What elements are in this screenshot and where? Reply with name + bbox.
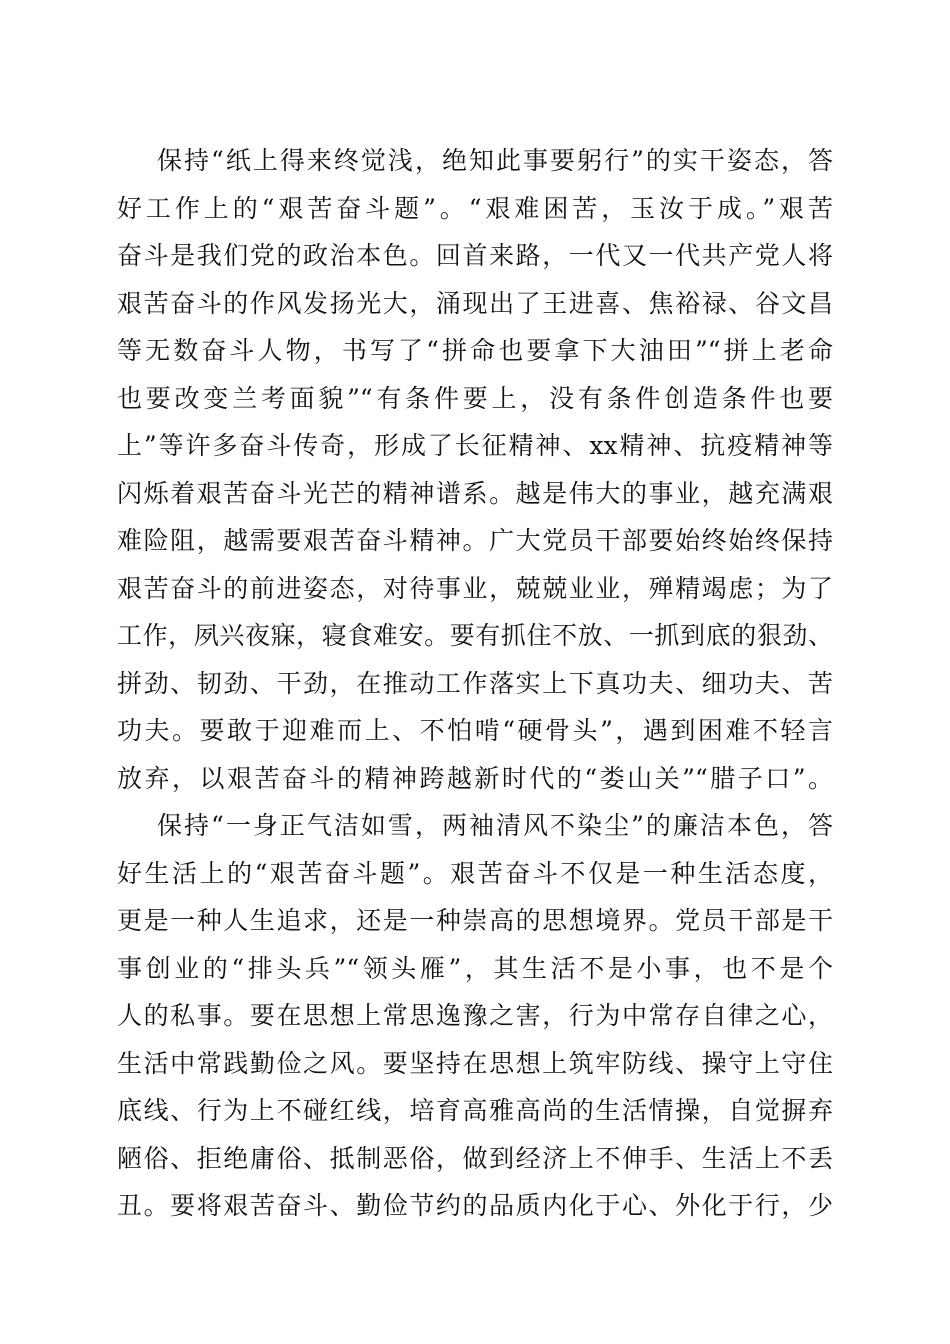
paragraph-2-line-3: 更是一种人生追求，还是一种崇高的思想境界。党员干部是干: [117, 906, 833, 935]
paragraph-2-line-1: 保持“一身正气洁如雪，两袖清风不染尘”的廉洁本色，答: [157, 811, 833, 840]
paragraph-1-line-12: 拼劲、韧劲、干劲，在推动工作落实上下真功夫、细功夫、苦: [117, 669, 833, 698]
paragraph-1-line-13: 功夫。要敢于迎难而上、不怕啃“硬骨头”，遇到困难不轻言: [117, 716, 833, 745]
paragraph-2-line-6: 生活中常践勤俭之风。要坚持在思想上筑牢防线、操守上守住: [117, 1049, 833, 1078]
paragraph-2-line-8: 陋俗、拒绝庸俗、抵制恶俗，做到经济上不伸手、生活上不丢: [117, 1144, 833, 1173]
paragraph-1-line-7: 上”等许多奋斗传奇，形成了长征精神、xx精神、抗疫精神等: [117, 431, 833, 460]
paragraph-2-line-4: 事创业的“排头兵”“领头雁”，其生活不是小事，也不是个: [117, 954, 833, 983]
paragraph-2-line-7: 底线、行为上不碰红线，培育高雅高尚的生活情操，自觉摒弃: [117, 1096, 833, 1125]
paragraph-2-line-2: 好生活上的“艰苦奋斗题”。艰苦奋斗不仅是一种生活态度，: [117, 859, 833, 888]
paragraph-1-line-9: 难险阻，越需要艰苦奋斗精神。广大党员干部要始终始终保持: [117, 526, 833, 555]
paragraph-1-line-4: 艰苦奋斗的作风发扬光大，涌现出了王进喜、焦裕禄、谷文昌: [117, 289, 833, 318]
paragraph-2-line-9: 丑。要将艰苦奋斗、勤俭节约的品质内化于心、外化于行，少: [117, 1191, 833, 1220]
paragraph-1-line-6: 也要改变兰考面貌”“有条件要上，没有条件创造条件也要: [117, 384, 833, 413]
paragraph-1-line-1: 保持“纸上得来终觉浅，绝知此事要躬行”的实干姿态，答: [157, 146, 833, 175]
paragraph-1-line-11: 工作，夙兴夜寐，寝食难安。要有抓住不放、一抓到底的狠劲、: [117, 621, 833, 650]
paragraph-1-line-5: 等无数奋斗人物，书写了“拼命也要拿下大油田”“拼上老命: [117, 336, 833, 365]
paragraph-1-line-3: 奋斗是我们党的政治本色。回首来路，一代又一代共产党人将: [117, 241, 833, 270]
paragraph-1-line-8: 闪烁着艰苦奋斗光芒的精神谱系。越是伟大的事业，越充满艰: [117, 479, 833, 508]
paragraph-1-line-14: 放弃，以艰苦奋斗的精神跨越新时代的“娄山关”“腊子口”。: [117, 764, 833, 793]
paragraph-1-line-10: 艰苦奋斗的前进姿态，对待事业，兢兢业业，殚精竭虑；为了: [117, 574, 833, 603]
paragraph-2-line-5: 人的私事。要在思想上常思逸豫之害，行为中常存自律之心，: [117, 1001, 833, 1030]
paragraph-1-line-2: 好工作上的“艰苦奋斗题”。“艰难困苦，玉汝于成。”艰苦: [117, 194, 833, 223]
